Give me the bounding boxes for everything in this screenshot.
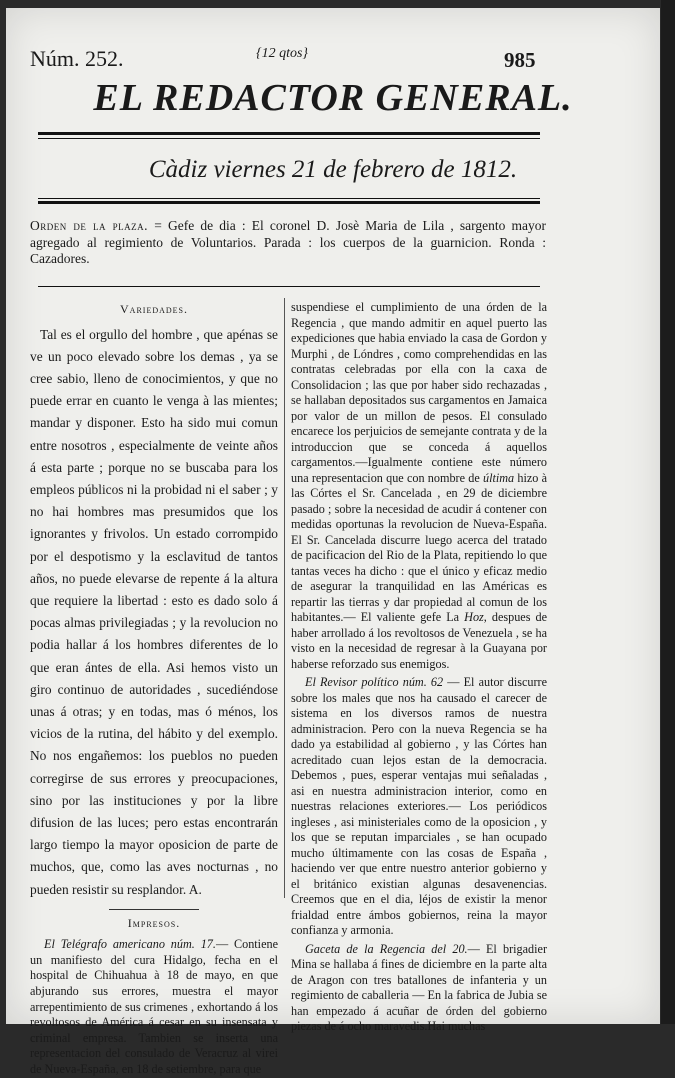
p3-text: — El brigadier Mina se hallaba á fines de diciembre en la parte alta de Aragon con tres batallones de infanteria y un regimiento de caballeria — En la fabrica de Jubia se han empezado á acuñar de órden del gobierno piezas de á ocho maravedis.Hai muchas	[291, 941, 548, 1033]
right-paragraph-3	[291, 942, 547, 1035]
masthead-title: EL REDACTOR GENERAL.	[93, 77, 573, 119]
p1-end: , despues de haber arrollado á los revoltosos de Venezuela , se ha visto en la necesidad de regresar à la Guayana por haberse reforzado sus enemigos.	[291, 610, 548, 671]
orden-text: = Gefe de dia : El coronel D. Josè Maria de Lila , sargento mayor agregado al regimiento de Voluntarios. Parada : los cuerpos de la guarnicion. Ronda : Cazadores.	[30, 218, 547, 266]
right-column	[291, 300, 547, 1035]
dateline-rule-thick	[38, 201, 540, 204]
page-edge	[661, 0, 675, 1024]
right-paragraph-1	[291, 300, 547, 672]
column-divider	[284, 298, 285, 898]
left-column	[30, 300, 278, 1078]
p2-text: — El autor discurre sobre los males que nos ha causado el carecer de sistema en los diversos ramos de nuestra administracion. Pero con la nueva Regencia se ha dado ya estabilidad al gobierno , y las Córtes han acreditado cuan lejos estan de la democracia. Debemos , pues, esperar ventajas mui señaladas , asi en nuestra administracion interior, como en nuestras relaciones exteriores.— Los periódicos ingleses , asi ministeriales como de la oposicion , y los que se reputan imparciales , se han ocupado mucho últimamente con las cosas de España , haciendo ver que entre nuestro anterior gobierno y el británico existian algunas desavenencias. Creemos que en el dia, léjos de existir la menor frialdad entre ámbos gobiernos, reina la mayor confianza y armonia.	[291, 675, 548, 937]
impresos-lead: El Telégrafo americano núm. 17.	[44, 937, 216, 952]
p1-text: suspendiese el cumplimiento de una órden de la Regencia , que mando admitir en aquel puerto las expediciones que habia enviado la casa de Gordon y Murphi , de Lóndres , como comprehendidas en las contratas celebradas por ella con la caxa de Consolidacion ; las que por haber sido rechazadas , se hallaban depositados sus cargamentos en Jamaica por valor de un millon de pesos. El consulado encarece los perjuicios de semejante contrata y de la introduccion que se conceda á aquellos cargamentos.—Igualmente contiene este número una representacion que con nombre de	[291, 300, 547, 485]
orden-heading: Orden de la plaza.	[30, 218, 149, 233]
variedades-body: Tal es el orgullo del hombre , que apénas se ve un poco elevado sobre los demas , ya se cree sabio, lleno de conocimientos, y que no puede errar en cuanto le venga à las mientes; mandar y disponer. Esto ha sido mui comun entre nosotros , especialmente de veinte años á esta parte ; porque no se buscaba para los empleos públicos ni la probidad ni el saber ; y no hai hombres mas presumidos que los ignorantes y frivolos. Un estado corrompido por el despotismo y la esclavitud de tantos años, no puede elevarse de repente á la altura que requiere la libertad : esto es dado solo á pocas almas privilegiadas ; y la revolucion no podia hallar á los hombres diferentes de lo que eran ántes de ella. Asi hemos visto un giro continuo de autoridades , sucediéndose unas á otras; y en todas, mas ó ménos, los vicios de la rutina, del hábito y del exemplo. No nos engañemos: los pueblos no pueden corregirse de sus errores y preocupaciones, sino por las instituciones y por la libre difusion de las luces; pero estas encontrarán largo tiempo la mayor oposicion de parte de muchos, que, como las aves nocturnas , no pueden resistir su resplandor. A.	[30, 326, 278, 897]
impresos-body	[30, 937, 278, 1077]
p1-italic: última	[482, 470, 515, 485]
page-number: 985	[504, 48, 536, 72]
p1-italic-2: Hoz	[464, 610, 484, 624]
dateline-rule-thin	[38, 198, 540, 199]
orden-de-la-plaza	[30, 218, 546, 268]
impresos-text: — Contiene un manifiesto del cura Hidalgo, fecha en el hospital de Chihuahua à 18 de mayo, en que abjurando sus errores, muestra el mayor arrepentimiento de sus crimenes , exhortando á los revoltosos de América á cesar en su insensata y criminal empresa. Tambien se inserta una representacion del consulado de Veracruz al virei de Nueva-España, en 18 de setiembre, para que	[30, 937, 278, 1077]
masthead-rule-top	[38, 132, 540, 135]
p2-lead: El Revisor político núm. 62	[305, 675, 444, 689]
handwritten-note: {12 qtos}	[256, 46, 309, 61]
p1-rest: hizo à las Córtes el Sr. Cancelada , en 29 de diciembre pasado ; sobre la necesidad de acudir á contener con medidas oportunas la revolucion de Nueva-España. El Sr. Cancelada discurre luego acerca del tratado de pacificacion del Rio de la Plata, repitiendo lo que tantas veces ha dicho : que el único y eficaz medio de asegurar la tranquilidad en las Américas es repartir las tierras y dar propiedad al comun de los habitantes.— El valiente gefe La	[291, 470, 547, 624]
newspaper-page	[6, 8, 660, 1077]
issue-number: Núm. 252.	[30, 46, 124, 71]
dateline: Càdiz viernes 21 de febrero de 1812.	[148, 156, 518, 183]
article-divider	[109, 909, 199, 910]
variedades-title: Variedades.	[120, 302, 188, 316]
impresos-title: Impresos.	[127, 915, 181, 930]
right-paragraph-2	[291, 675, 547, 939]
p3-lead: Gaceta de la Regencia del 20.	[305, 941, 468, 956]
section-rule	[38, 286, 540, 287]
masthead-rule-thin	[38, 138, 540, 139]
